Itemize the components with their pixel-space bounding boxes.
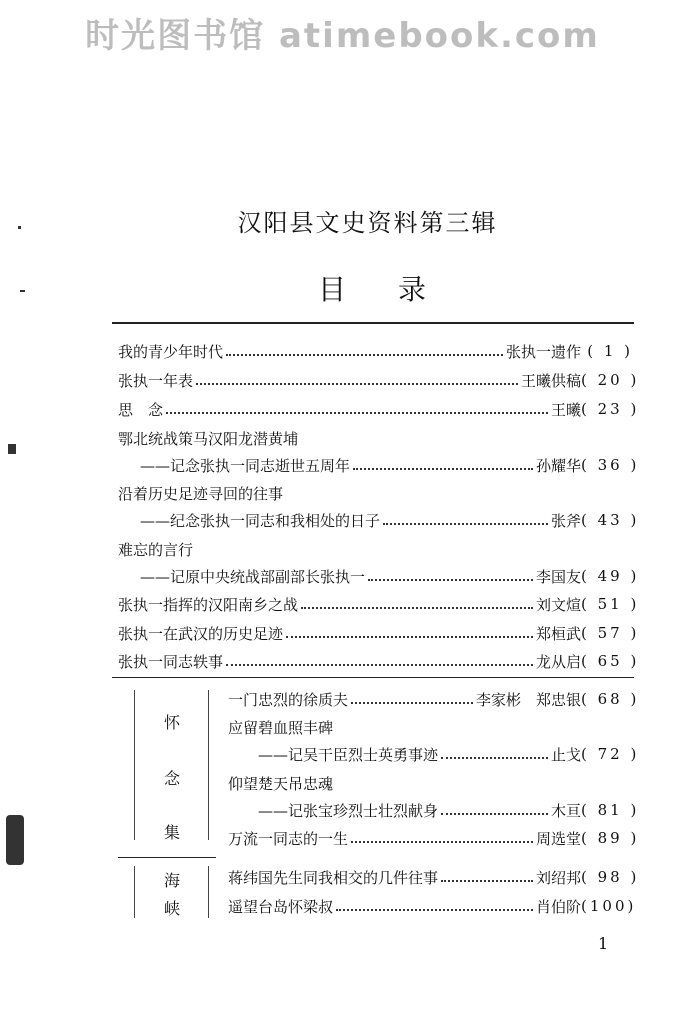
toc-entry[interactable] xyxy=(118,620,640,646)
entry-title[interactable]: 仰望楚天吊忠魂 xyxy=(228,774,334,793)
section-label-char: 念 xyxy=(163,769,180,788)
dot-leader xyxy=(166,411,548,414)
entry-page: ( 65 ) xyxy=(581,652,640,670)
entry-title: 思 念 xyxy=(118,400,164,419)
dot-leader xyxy=(441,812,548,815)
entry-page: (100) xyxy=(581,897,637,915)
dot-leader xyxy=(441,879,533,882)
section-label-char: 怀 xyxy=(163,713,180,732)
toc-entry[interactable] xyxy=(118,648,640,674)
entry-title[interactable]: 应留碧血照丰碑 xyxy=(228,718,334,737)
toc-entry[interactable] xyxy=(140,507,640,533)
section-rule xyxy=(118,857,216,858)
entry-page: ( 49 ) xyxy=(581,567,640,585)
toc-entry[interactable] xyxy=(228,686,640,712)
scan-speck xyxy=(8,444,16,454)
entry-page: ( 23 ) xyxy=(581,400,640,418)
dot-leader xyxy=(441,756,548,759)
section-bracket-right xyxy=(208,866,209,918)
entry-title: 万流一同志的一生 xyxy=(228,829,349,848)
section-label-char: 峡 xyxy=(163,899,180,918)
entry-author: 木亘 xyxy=(550,801,581,820)
toc-entry[interactable] xyxy=(258,797,640,823)
toc-entry[interactable] xyxy=(118,367,640,393)
watermark: 时光图书馆 atimebook.com xyxy=(85,16,600,56)
dot-leader xyxy=(351,701,473,704)
toc-heading: 目录 xyxy=(318,273,479,306)
dot-leader xyxy=(353,467,533,470)
scan-speck xyxy=(18,226,21,229)
entry-author: 王曦 xyxy=(550,400,581,419)
entry-title[interactable]: 鄂北统战策马汉阳龙潜黄埔 xyxy=(118,429,299,448)
toc-entry[interactable] xyxy=(228,864,640,890)
entry-author: 李国友 xyxy=(535,567,581,586)
entry-title: 遥望台岛怀梁叔 xyxy=(228,897,334,916)
dot-leader xyxy=(383,522,548,525)
section-rule xyxy=(112,677,634,678)
entry-subtitle: ——记吴干臣烈士英勇事迹 xyxy=(258,745,439,764)
entry-page: ( 68 ) xyxy=(581,690,640,708)
entry-page: ( 89 ) xyxy=(581,829,640,847)
dot-leader xyxy=(226,353,503,356)
section-label-char: 海 xyxy=(163,871,180,890)
entry-page: ( 51 ) xyxy=(581,595,640,613)
dot-leader xyxy=(196,382,518,385)
section-bracket-left xyxy=(134,690,135,840)
entry-title: 张执一年表 xyxy=(118,371,194,390)
entry-author: 龙从启 xyxy=(535,652,581,671)
entry-title: 我的青少年时代 xyxy=(118,342,224,361)
entry-subtitle: ——记念张执一同志逝世五周年 xyxy=(140,456,351,475)
entry-author: 王曦供稿 xyxy=(520,371,581,390)
dot-leader xyxy=(286,635,533,638)
section-label-char: 集 xyxy=(163,823,180,842)
scan-speck xyxy=(20,290,25,292)
entry-title[interactable]: 沿着历史足迹寻回的往事 xyxy=(118,484,284,503)
book-title: 汉阳县文史资料第三辑 xyxy=(237,209,498,237)
entry-page: ( 81 ) xyxy=(581,801,640,819)
entry-author: 李家彬 郑忠银 xyxy=(475,690,581,709)
entry-title: 蒋纬国先生同我相交的几件往事 xyxy=(228,868,439,887)
entry-author: 刘绍邦 xyxy=(535,868,581,887)
entry-author: 孙耀华 xyxy=(535,456,581,475)
dot-leader xyxy=(226,663,533,666)
dot-leader xyxy=(301,606,533,609)
toc-entry[interactable] xyxy=(118,338,633,364)
entry-subtitle: ——纪念张执一同志和我相处的日子 xyxy=(140,511,381,530)
entry-page: ( 98 ) xyxy=(581,868,640,886)
entry-author: 周选堂 xyxy=(535,829,581,848)
entry-title: 张执一在武汉的历史足迹 xyxy=(118,624,284,643)
entry-page: ( 20 ) xyxy=(581,371,640,389)
dot-leader xyxy=(368,578,533,581)
entry-title: 张执一同志轶事 xyxy=(118,652,224,671)
entry-author: 张斧 xyxy=(550,511,581,530)
toc-entry[interactable] xyxy=(140,452,640,478)
toc-entry[interactable] xyxy=(140,563,640,589)
entry-author: 止戈 xyxy=(550,745,581,764)
toc-entry[interactable] xyxy=(258,741,640,767)
entry-author: 刘文煊 xyxy=(535,595,581,614)
entry-page: ( 57 ) xyxy=(581,624,640,642)
toc-entry[interactable] xyxy=(228,825,640,851)
toc-entry[interactable] xyxy=(228,893,637,919)
entry-title[interactable]: 难忘的言行 xyxy=(118,540,194,559)
entry-author: 肖伯阶 xyxy=(535,897,581,916)
entry-page: ( 36 ) xyxy=(581,456,640,474)
entry-author: 张执一遗作 xyxy=(505,342,581,361)
entry-page: ( 43 ) xyxy=(581,511,640,529)
entry-subtitle: ——记张宝珍烈士壮烈献身 xyxy=(258,801,439,820)
section-bracket-right xyxy=(208,690,209,840)
entry-page: ( 72 ) xyxy=(581,745,640,763)
page-number: 1 xyxy=(598,934,609,953)
entry-page: ( 1 ) xyxy=(587,342,633,360)
toc-entry[interactable] xyxy=(118,396,640,422)
entry-author: 郑桓武 xyxy=(535,624,581,643)
dot-leader xyxy=(336,908,533,911)
entry-title: 一门忠烈的徐质夫 xyxy=(228,690,349,709)
top-rule xyxy=(112,322,634,324)
section-bracket-left xyxy=(134,866,135,918)
toc-entry[interactable] xyxy=(118,591,640,617)
entry-subtitle: ——记原中央统战部副部长张执一 xyxy=(140,567,366,586)
entry-title: 张执一指挥的汉阳南乡之战 xyxy=(118,595,299,614)
dot-leader xyxy=(351,840,533,843)
scan-speck xyxy=(6,815,24,865)
